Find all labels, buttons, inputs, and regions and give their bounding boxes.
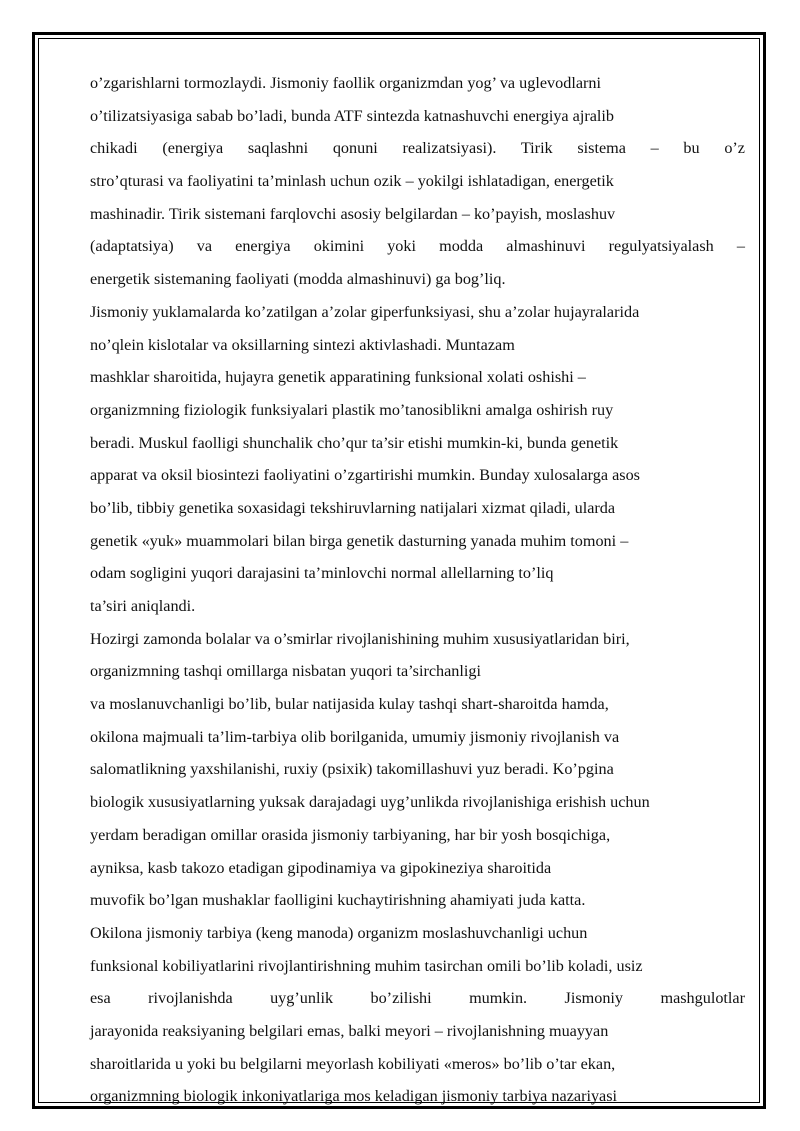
text-line: ta’siri aniqlandi. <box>90 597 196 615</box>
text-line: ayniksa, kasb takozo etadigan gipodinamiya va gipokineziya sharoitida <box>90 858 552 877</box>
text-line: muvofik bo’lgan mushaklar faolligini kuchaytirishning ahamiyati juda katta. <box>90 891 586 910</box>
text-line: Hozirgi zamonda bolalar va o’smirlar rivojlanishining muhim xususiyatlaridan biri, <box>90 629 630 648</box>
text-line: sharoitlarida u yoki bu belgilarni meyorlash kobiliyati «meros» bo’lib o’tar ekan, <box>90 1054 616 1073</box>
text-line: no’qlein kislotalar va oksillarning sintezi aktivlashadi. Muntazam <box>90 335 515 354</box>
text-line: organizmning fiziologik funksiyalari plastik mo’tanosiblikni amalga oshirish ruy <box>90 400 614 419</box>
text-line: stro’qturasi va faoliyatini ta’minlash uchun ozik – yokilgi ishlatadigan, energetik <box>90 172 614 191</box>
text-line: bo’lib, tibbiy genetika soxasidagi tekshiruvlarning natijalari xizmat qiladi, ularda <box>90 498 616 517</box>
text-line: apparat va oksil biosintezi faoliyatini o’zgartirishi mumkin. Bunday xulosalarga asos <box>90 466 640 485</box>
text-line: esa rivojlanishda uyg’unlik bo’zilishi mumkin. Jismoniy mashgulotlar <box>90 989 745 1008</box>
text-line: chikadi (energiya saqlashni qonuni realizatsiyasi). Tirik sistema – bu o’z <box>90 139 745 158</box>
text-line: mashinadir. Tirik sistemani farqlovchi asosiy belgilardan – ko’payish, moslashuv <box>90 204 616 223</box>
document-body <box>90 67 745 1113</box>
text-line: salomatlikning yaxshilanishi, ruxiy (psixik) takomillashuvi yuz beradi. Ko’pgina <box>90 760 614 779</box>
text-line: organizmning tashqi omillarga nisbatan yuqori ta’sirchanligi <box>90 662 481 681</box>
text-line: jarayonida reaksiyaning belgilari emas, balki meyori – rivojlanishning muayyan <box>90 1021 609 1040</box>
text-line: organizmning biologik inkoniyatlariga mos keladigan jismoniy tarbiya nazariyasi <box>90 1087 618 1106</box>
text-line: (adaptatsiya) va energiya okimini yoki modda almashinuvi regulyatsiyalash – <box>90 237 745 256</box>
text-line: biologik xususiyatlarning yuksak darajadagi uyg’unlikda rivojlanishiga erishish uchun <box>90 793 650 812</box>
text-line: odam sogligini yuqori darajasini ta’minlovchi normal allellarning to’liq <box>90 564 554 583</box>
text-line: mashklar sharoitida, hujayra genetik apparatining funksional xolati oshishi – <box>90 368 586 387</box>
text-line: Okilona jismoniy tarbiya (keng manoda) organizm moslashuvchanligi uchun <box>90 923 588 942</box>
text-line: yerdam beradigan omillar orasida jismoniy tarbiyaning, har bir yosh bosqichiga, <box>90 825 611 844</box>
text-line: okilona majmuali ta’lim-tarbiya olib borilganida, umumiy jismoniy rivojlanish va <box>90 727 620 746</box>
text-line: Jismoniy yuklamalarda ko’zatilgan a’zolar giperfunksiyasi, shu a’zolar hujayralarida <box>90 302 640 321</box>
text-line: o’tilizatsiyasiga sabab bo’ladi, bunda ATF sintezda katnashuvchi energiya ajralib <box>90 106 615 125</box>
text-line: beradi. Muskul faolligi shunchalik cho’qur ta’sir etishi mumkin-ki, bunda genetik <box>90 433 619 452</box>
text-line: energetik sistemaning faoliyati (modda almashinuvi) ga bog’liq. <box>90 270 506 289</box>
text-line: o’zgarishlarni tormozlaydi. Jismoniy faollik organizmdan yog’ va uglevodlarni <box>90 74 601 92</box>
text-line: genetik «yuk» muammolari bilan birga genetik dasturning yanada muhim tomoni – <box>90 531 629 550</box>
text-line: va moslanuvchanligi bo’lib, bular natijasida kulay tashqi shart-sharoitda hamda, <box>90 695 609 714</box>
text-line: funksional kobiliyatlarini rivojlantirishning muhim tasirchan omili bo’lib koladi, usiz <box>90 956 643 975</box>
